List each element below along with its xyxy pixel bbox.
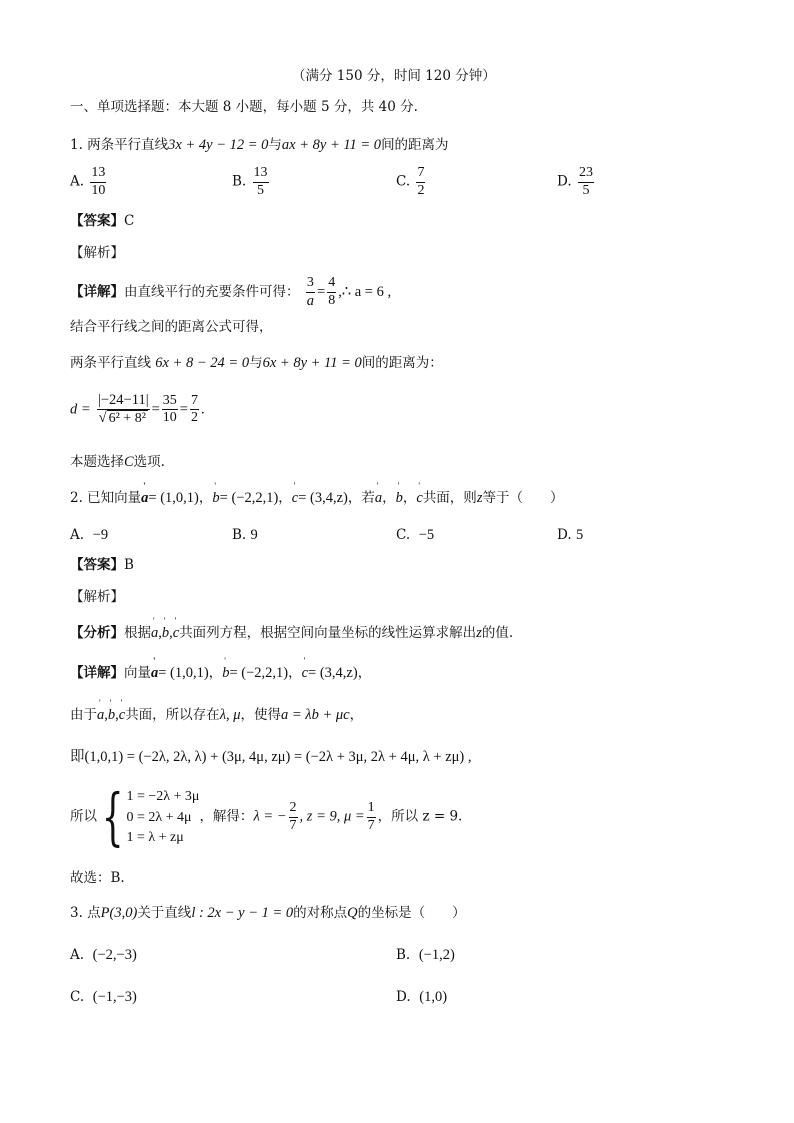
linear-combination: a = λb + μc [281,707,350,723]
question-1-stem [70,137,449,154]
text: ，使得 [240,707,281,723]
text: 向量 [124,665,151,681]
vector-a: ' a [151,625,158,642]
numerator: 13 [90,166,106,183]
q1-line1: 3x + 4y − 12 = 0 [168,137,269,153]
q2-option-b [232,527,258,544]
option-value: (−1,−3) [92,989,137,1005]
q2-detail: 【详解】向量' a= (1,0,1)，' b= (−2,2,1)，' c= (3,4,z)， [70,665,371,682]
numerator: |−24−11| [97,393,150,410]
vector-c: ' c [292,490,298,507]
q3-option-a [70,947,137,964]
q2-analysis-tag: 【解析】 [70,589,124,605]
frac-7-2 [190,394,199,426]
q3-option-c [70,989,137,1006]
text: 的对称点 [293,905,348,921]
exam-subtitle: （满分 150 分，时间 120 分钟） [292,68,496,84]
answer-tag: 【答案】 [70,557,124,573]
text: 与 [249,355,263,371]
text: 根据 [124,625,151,641]
frac-4-over-8 [327,276,336,308]
distance-fraction [97,393,150,427]
vector-a: ' a [97,707,104,724]
text: 本题选择 [70,454,124,470]
option-fraction [578,166,594,198]
lambda-mu: λ, μ [219,707,241,723]
option-letter: B. [232,173,247,190]
fenxi-tag: 【分析】 [70,625,124,641]
frac-1-7 [367,801,376,833]
numerator: 7 [416,166,425,183]
vector-a: ' a [141,490,148,507]
q2-option-d [557,527,583,544]
vector-c-value: = (3,4,z) [308,665,358,681]
text: 的坐标是（ ） [357,905,466,921]
vector-b-value: = (−2,2,1) [219,490,279,506]
vector-b-value: = (−2,2,1) [229,665,289,681]
text: 共面列方程，根据空间向量坐标的线性运算求解出 [179,625,477,641]
option-value: −9 [92,527,109,543]
vector-a-value: = (1,0,1) [148,490,199,506]
option-letter: D. [557,173,572,190]
text: 所以 [70,808,97,825]
option-letter: A. [70,527,85,543]
text: 由于 [70,707,97,723]
q2-answer [70,557,134,573]
text: 等于（ ） [482,490,564,506]
detail-tag: 【详解】 [70,665,124,681]
q1-answer [70,213,134,229]
answer-value: C [124,213,135,229]
equation: 6x + 8 − 24 = 0 [155,355,250,371]
frac-3-over-a [306,276,315,309]
option-letter: C. [70,989,85,1005]
vector-b: ' b [212,490,219,507]
frac-35-10 [162,394,178,426]
q2-system-line [70,780,463,853]
vector-c: ' c [119,707,125,724]
q1-analysis-tag: 【解析】 [70,245,124,261]
option-letter: D. [396,989,411,1005]
text: ，若 [347,490,375,506]
denominator: 10 [162,410,177,426]
numerator: 2 [289,801,298,818]
detail-tag: 【详解】 [70,283,124,300]
option-value: 9 [250,527,258,543]
text: 两条平行直线 [70,355,151,371]
option-letter: C. [396,173,411,190]
denominator: a [306,292,315,309]
q1-option-b [232,166,271,198]
question-2-stem: 2. 已知向量' a= (1,0,1)，' b= (−2,2,1)，' c= (3,4,z)，若' a，' b，' c共面，则z等于（ ） [70,490,563,507]
denominator: 2 [190,410,198,426]
option-letter: A. [70,947,85,963]
d-label: d = [70,401,91,418]
denominator: 2 [417,182,425,198]
q1-option-c [396,166,427,198]
numerator: 1 [367,801,376,818]
numerator: 4 [327,276,336,293]
option-value: 5 [575,527,584,543]
option-fraction [416,166,425,198]
vector-c: ' c [173,625,179,642]
q2-because: 由于' a,' b,' c共面，所以存在λ, μ，使得a = λb + μc， [70,707,363,724]
equation: 6x + 8y + 11 = 0 [262,355,362,371]
denominator: 10 [91,182,106,198]
vector-b: ' b [108,707,115,724]
vector-a-value: = (1,0,1) [158,665,209,681]
text: 间的距离为： [361,355,443,371]
q1-connector: 与 [268,137,282,153]
question-3-stem [70,905,466,922]
q3-option-b [396,947,455,964]
denominator: 7 [367,817,375,833]
option-value: −5 [418,527,435,543]
numerator: 35 [162,394,178,411]
q1-option-a [70,166,108,198]
answer-value: B [124,557,134,573]
text: 选项. [133,454,165,470]
option-value: (−2,−3) [92,947,137,963]
option-letter: D. [557,527,572,543]
choice-letter: C [124,454,134,470]
q1-two-lines [70,355,443,372]
vector-a: ' a [151,665,158,682]
system-row: 0 = 2λ + 4μ [126,809,192,825]
sqrt-radicand: 6² + 8² [108,411,146,427]
option-fraction [90,166,106,198]
numerator: 7 [190,394,199,411]
q2-expand: 即(1,0,1) = (−2λ, 2λ, λ) + (3μ, 4μ, zμ) = (−2λ + 3μ, 2λ + 4μ, λ + zμ) , [70,749,472,765]
point-q: Q [347,905,358,921]
q1-option-d [557,166,596,198]
text: ，解得： [199,808,254,825]
q1-conclusion [70,454,165,471]
system-row: 1 = −2λ + 3μ [126,789,200,804]
denominator: 7 [289,817,297,833]
q2-option-a [70,527,108,544]
denominator: 5 [582,182,590,198]
text: 3. 点 [70,905,101,921]
q2-choice: 故选：B. [70,870,125,886]
q1-detail: 【详解】由直线平行的充要条件可得： $\frac{3}{a}$ = $\frac{4}{8}$ ,∴ a = 6 , [70,275,392,309]
denominator: √ 6² + 8² [98,410,146,427]
numerator: 3 [306,276,315,293]
text: 的值. [481,625,514,641]
vector-b: ' b [162,625,169,642]
denominator: 5 [257,182,265,198]
option-letter: C. [396,527,411,543]
section-heading: 一、单项选择题：本大题 8 小题，每小题 5 分，共 40 分. [70,99,418,115]
numerator: 13 [253,166,269,183]
option-letter: B. [396,947,411,963]
vector-b: ' b [396,490,403,507]
text: 共面，所以存在 [125,707,220,723]
lambda-eq: λ = − [253,808,287,825]
text: 共面，则 [422,490,477,506]
numerator: 23 [578,166,594,183]
q1-combine-line: 结合平行线之间的距离公式可得， [70,319,273,335]
q3-option-d [396,989,447,1006]
q1-stem-suffix: 间的距离为 [381,137,449,153]
q2-fenxi: 【分析】根据' a,' b,' c共面列方程，根据空间向量坐标的线性运算求解出z的值. [70,625,513,642]
z-var: z [476,490,483,506]
q1-stem-prefix: 1. 两条平行直线 [70,137,169,153]
answer-tag: 【答案】 [70,213,124,229]
q1-distance-formula: d = $\frac{|-24-11|}{\text{√ 6² + 8²}}$ = $\frac{35}{10}$ = $\frac{7}{2}$ . [70,392,205,427]
line-l: l : 2x − y − 1 = 0 [191,905,294,921]
vector-b: ' b [222,665,229,682]
frac-2-7 [289,801,298,833]
point-p: P(3,0) [100,905,138,921]
equation-system: { 1 = −2λ + 3μ 0 = 2λ + 4μ 1 = λ + zμ [101,780,200,853]
option-letter: A. [70,173,85,190]
z-eq: , z = 9, μ = [299,808,365,825]
option-value: (1,0) [419,989,448,1005]
option-value: (−1,2) [418,947,455,963]
detail-text: 由直线平行的充要条件可得： [124,283,300,300]
z-var: z [476,625,482,641]
q2-stem-prefix: 2. 已知向量 [70,490,142,506]
system-row: 1 = λ + zμ [126,830,184,845]
therefore-a: ,∴ a = 6 , [338,283,392,300]
option-fraction [253,166,269,198]
text: ，所以 z = 9. [377,808,463,825]
vector-c: ' c [302,665,308,682]
vector-c-value: = (3,4,z) [298,490,348,506]
option-letter: B. [232,527,247,543]
q2-option-c [396,527,434,544]
denominator: 8 [328,292,336,308]
vector-a: ' a [375,490,382,507]
vector-c: ' c [416,490,422,507]
q1-line2: ax + 8y + 11 = 0 [281,137,382,153]
text: 关于直线 [137,905,192,921]
